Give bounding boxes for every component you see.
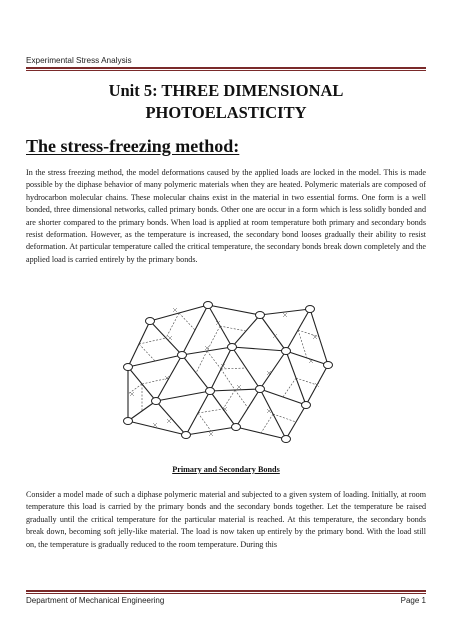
figure-caption: Primary and Secondary Bonds bbox=[172, 465, 280, 474]
secondary-bond-line bbox=[166, 313, 179, 338]
molecule-node bbox=[302, 402, 311, 409]
bond-network-illustration bbox=[110, 293, 342, 453]
molecule-node bbox=[282, 436, 291, 443]
bond-cross-mark bbox=[153, 423, 157, 427]
primary-bond-line bbox=[156, 391, 210, 401]
primary-bond-line bbox=[232, 347, 286, 351]
secondary-bond-line bbox=[220, 326, 246, 331]
secondary-bond-line bbox=[196, 351, 207, 373]
bond-cross-mark bbox=[267, 409, 271, 413]
secondary-bond-line bbox=[207, 326, 220, 351]
molecule-node bbox=[324, 362, 333, 369]
secondary-bond-line bbox=[296, 378, 317, 385]
primary-bond-line bbox=[208, 305, 260, 315]
secondary-bond-line bbox=[128, 384, 142, 394]
molecule-node bbox=[306, 306, 315, 313]
secondary-bond-line bbox=[198, 413, 211, 431]
secondary-bond-line bbox=[283, 378, 296, 397]
secondary-bond-line bbox=[221, 369, 235, 390]
primary-bond-line bbox=[260, 351, 286, 389]
bond-network-figure bbox=[110, 293, 342, 453]
footer-page-number: Page 1 bbox=[400, 596, 426, 605]
footer-department: Department of Mechanical Engineering bbox=[26, 596, 165, 605]
body-paragraph-1: In the stress freezing method, the model deformations caused by the applied loads are locked in the model. This is made possible by the diphase behavior of many polymeric materials when they are heated. Polymeric materials are composed of hydrocarbon molecular chains. These molecular chains exist in the material in two essential forms. One form is a well bonded, three dimensional networks, called primary bonds. Other one are occur in a form which is less solidly bonded and are shorter compared to the primary bonds. When load is applied at room temperature both primary and secondary bonds resist deformation. However, as the temperature is increased, the secondary bond looses gradually their ability to resist deformation. At particular temperature called the critical temperature, the secondary bonds break down completely and the applied load is carried entirely by the primary bonds. bbox=[26, 168, 426, 264]
molecule-node bbox=[232, 424, 241, 431]
bond-cross-mark bbox=[315, 383, 319, 387]
molecule-node bbox=[256, 386, 265, 393]
secondary-bond-line bbox=[221, 368, 246, 369]
secondary-bond-line bbox=[207, 351, 221, 369]
bond-cross-mark bbox=[209, 432, 213, 436]
bond-cross-mark bbox=[167, 419, 171, 423]
molecule-node bbox=[228, 344, 237, 351]
secondary-bond-line bbox=[139, 344, 155, 361]
unit-title bbox=[26, 80, 426, 124]
bond-cross-mark bbox=[130, 392, 134, 396]
molecule-node bbox=[282, 348, 291, 355]
bond-cross-mark bbox=[173, 308, 177, 312]
footer-rule bbox=[26, 590, 426, 592]
molecule-node bbox=[182, 432, 191, 439]
bond-cross-mark bbox=[273, 334, 277, 338]
molecule-node bbox=[152, 398, 161, 405]
unit-title-line-1: Unit 5: THREE DIMENSIONAL bbox=[108, 81, 344, 100]
footer-rule-thin bbox=[26, 593, 426, 594]
secondary-bond-line bbox=[139, 338, 166, 344]
primary-bond-line bbox=[260, 315, 286, 351]
section-heading: The stress-freezing method: bbox=[26, 136, 240, 156]
molecule-node bbox=[206, 388, 215, 395]
bond-cross-mark bbox=[283, 313, 287, 317]
secondary-bond-line bbox=[179, 313, 195, 330]
secondary-bond-line bbox=[223, 390, 235, 409]
primary-bond-line bbox=[156, 401, 186, 435]
molecule-node bbox=[124, 364, 133, 371]
secondary-bond-line bbox=[198, 409, 223, 413]
running-header: Experimental Stress Analysis bbox=[26, 56, 132, 65]
molecule-node bbox=[124, 418, 133, 425]
header-rule bbox=[26, 67, 426, 69]
secondary-bond-line bbox=[298, 330, 307, 358]
molecule-node bbox=[204, 302, 213, 309]
secondary-bond-line bbox=[261, 414, 273, 433]
primary-bond-line bbox=[260, 309, 310, 315]
secondary-bond-line bbox=[142, 378, 169, 384]
molecule-node bbox=[256, 312, 265, 319]
header-rule-thin bbox=[26, 70, 426, 71]
body-paragraph-2: Consider a model made of such a diphase polymeric material and subjected to a given system of loading. Initially, at room temperature this load is carried by the primary bonds and the secondary bonds together. Let the temperature be raised gradually until the critical temperature for the particular material is reached. At this temperature, the secondary bonds break down, becoming soft jelly-like material. The load is now taken up entirely by the primary bond. With the load still on, the temperature is gradually reduced to the room temperature. During this bbox=[26, 490, 426, 549]
molecule-node bbox=[178, 352, 187, 359]
molecule-node bbox=[146, 318, 155, 325]
unit-title-line-2: PHOTOELASTICITY bbox=[145, 103, 307, 122]
bond-cross-mark bbox=[168, 336, 172, 340]
bond-cross-mark bbox=[237, 385, 241, 389]
secondary-bond-line bbox=[235, 390, 248, 408]
